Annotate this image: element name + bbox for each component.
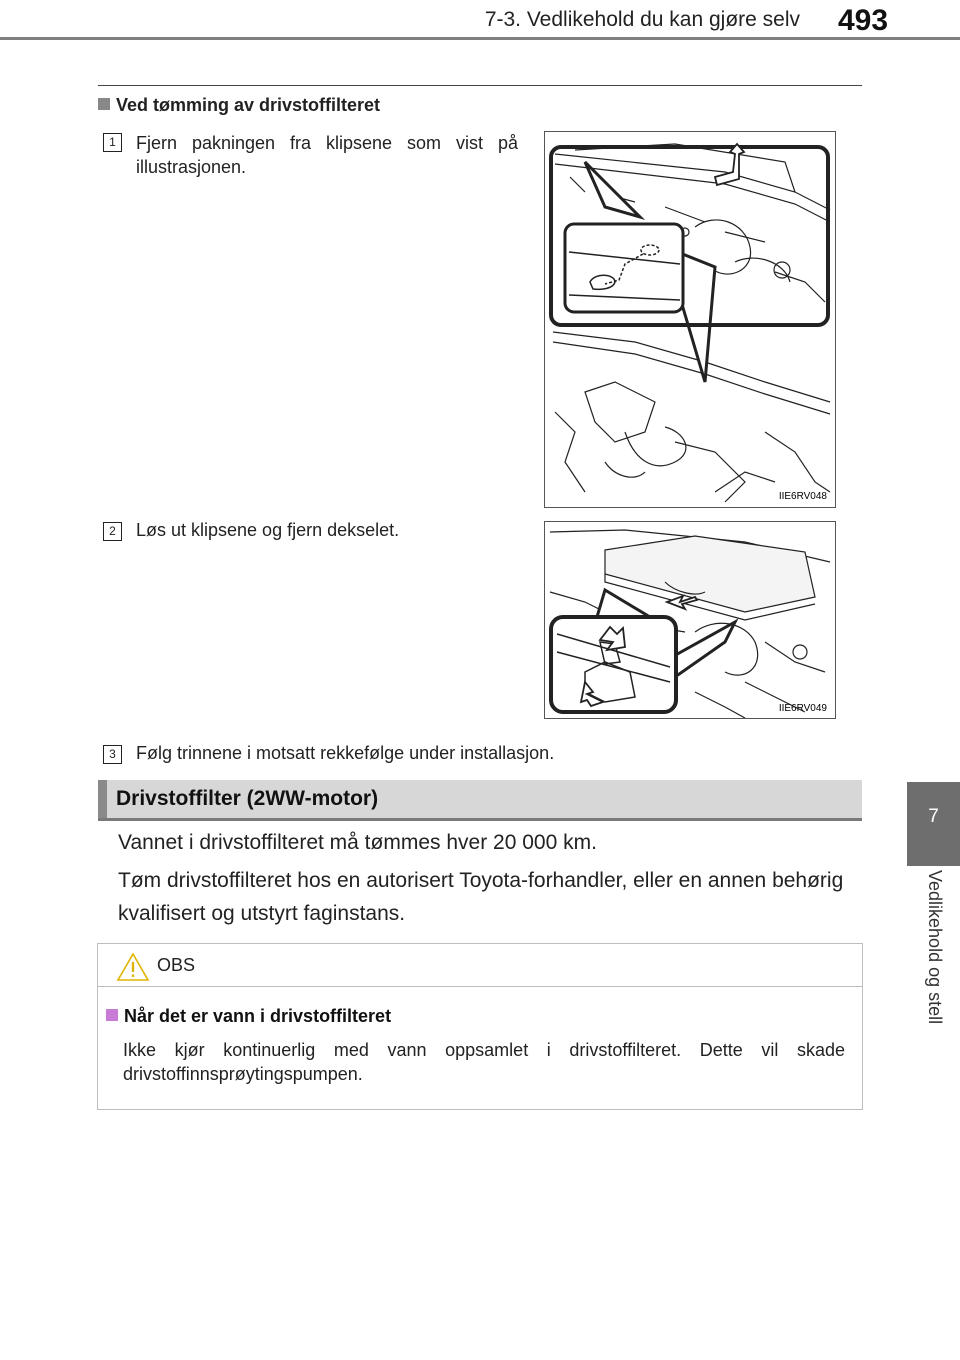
step-number-2: 2 <box>103 522 122 541</box>
chapter-number: 7 <box>928 806 939 827</box>
step-number-3: 3 <box>103 745 122 764</box>
engine-bay-illustration-1 <box>545 132 835 507</box>
step-1-text: Fjern pakningen fra klipsene som vist på illustrasjonen. <box>136 133 518 177</box>
section-title: Drivstoffilter (2WW-motor) <box>116 787 379 810</box>
header-rule <box>0 37 960 40</box>
step-number-1: 1 <box>103 133 122 152</box>
step-3-text: Følg trinnene i motsatt rekkefølge under installasjon. <box>136 743 555 763</box>
notice-heading <box>106 1006 391 1027</box>
section-heading-bar <box>98 780 862 821</box>
page-number: 493 <box>838 4 889 37</box>
engine-bay-illustration-2 <box>545 522 835 718</box>
body-paragraph-2: Tøm drivstoffilteret hos en autorisert Toyota-forhandler, eller en annen behørig kvalifisert og utstyrt faginstans. <box>118 869 844 925</box>
subsection-heading-text: Ved tømming av drivstoffilteret <box>116 95 381 115</box>
notice-label: OBS <box>157 955 196 975</box>
step-2-text: Løs ut klipsene og fjern dekselet. <box>136 520 400 540</box>
subsection-heading <box>98 95 380 116</box>
body-paragraph-1: Vannet i drivstoffilteret må tømmes hver 20 000 km. <box>118 831 597 854</box>
notice-heading-text: Når det er vann i drivstoffilteret <box>124 1006 392 1026</box>
figure-remove-cover <box>544 521 836 719</box>
figure-code-1: IIE6RV048 <box>778 491 827 502</box>
figure-remove-seal <box>544 131 836 508</box>
chapter-title: Vedlikehold og stell <box>925 870 945 1025</box>
chapter-title-vertical <box>911 870 955 1030</box>
section-bar-edge <box>98 780 107 818</box>
square-bullet-icon <box>98 98 110 110</box>
warning-triangle-icon <box>116 952 150 982</box>
notice-box <box>97 943 863 1110</box>
figure-code-2: IIE6RV049 <box>778 703 827 714</box>
section-rule <box>98 85 862 86</box>
notice-text: Ikke kjør kontinuerlig med vann oppsamlet i drivstoffilteret. Dette vil skade drivstoffinnsprøytingspumpen. <box>123 1040 845 1084</box>
running-header: 7-3. Vedlikehold du kan gjøre selv <box>484 8 800 31</box>
notice-header <box>98 944 862 987</box>
square-bullet-icon <box>106 1009 118 1021</box>
